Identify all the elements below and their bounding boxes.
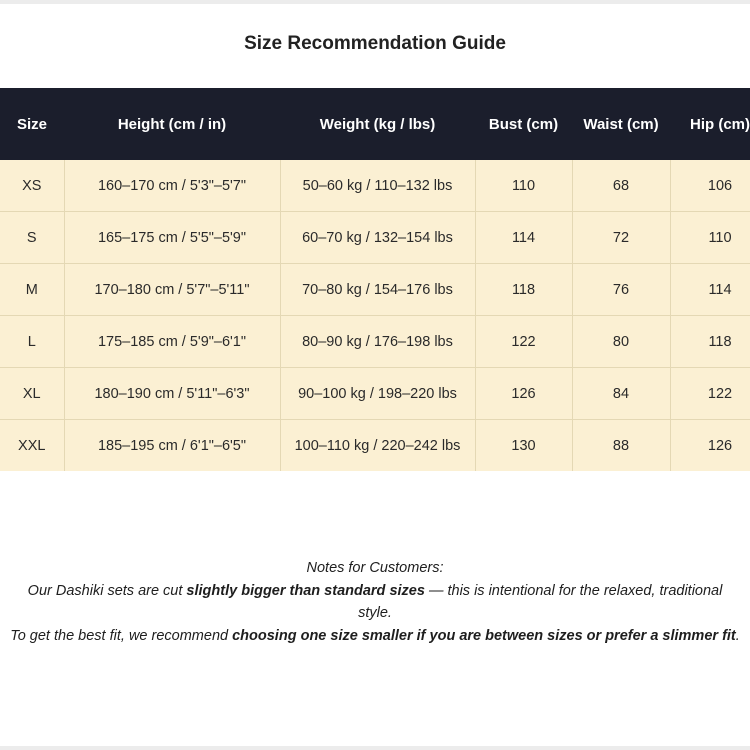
cell-weight: 80–90 kg / 176–198 lbs: [280, 316, 475, 368]
cell-weight: 100–110 kg / 220–242 lbs: [280, 420, 475, 472]
size-table-container: [0, 88, 750, 474]
cell-waist: 68: [572, 160, 670, 212]
cell-bust: 122: [475, 316, 572, 368]
table-row: [0, 160, 750, 212]
column-header-weight: Weight (kg / lbs): [280, 88, 475, 160]
cell-weight: 50–60 kg / 110–132 lbs: [280, 160, 475, 212]
cell-height: 165–175 cm / 5'5"–5'9": [64, 212, 280, 264]
cell-hip: 106: [670, 160, 750, 212]
table-row: [0, 368, 750, 420]
table-header-row: [0, 88, 750, 160]
column-header-size: Size: [0, 88, 64, 160]
cell-bust: 130: [475, 420, 572, 472]
column-header-hip: Hip (cm): [670, 88, 750, 160]
cell-hip: 122: [670, 368, 750, 420]
cell-weight: 60–70 kg / 132–154 lbs: [280, 212, 475, 264]
table-row: [0, 316, 750, 368]
cell-height: 180–190 cm / 5'11"–6'3": [64, 368, 280, 420]
cell-bust: 126: [475, 368, 572, 420]
notes-paragraph-sizing: [0, 580, 750, 625]
notes-text: .: [735, 627, 740, 644]
cell-size: M: [0, 264, 64, 316]
cell-height: 175–185 cm / 5'9"–6'1": [64, 316, 280, 368]
cell-size: XXL: [0, 420, 64, 472]
size-table: [0, 88, 750, 471]
cell-waist: 80: [572, 316, 670, 368]
cell-hip: 118: [670, 316, 750, 368]
cell-weight: 90–100 kg / 198–220 lbs: [280, 368, 475, 420]
cell-waist: 72: [572, 212, 670, 264]
cell-hip: 114: [670, 264, 750, 316]
column-header-waist: Waist (cm): [572, 88, 670, 160]
notes-emphasis: choosing one size smaller if you are between sizes or prefer a slimmer fit: [232, 627, 736, 644]
cell-size: XS: [0, 160, 64, 212]
table-row: [0, 420, 750, 472]
cell-hip: 110: [670, 212, 750, 264]
cell-bust: 114: [475, 212, 572, 264]
notes-text: Our Dashiki sets are cut: [27, 582, 187, 599]
column-header-height: Height (cm / in): [64, 88, 280, 160]
column-header-bust: Bust (cm): [475, 88, 572, 160]
cell-size: XL: [0, 368, 64, 420]
cell-waist: 88: [572, 420, 670, 472]
cell-height: 185–195 cm / 6'1"–6'5": [64, 420, 280, 472]
cell-weight: 70–80 kg / 154–176 lbs: [280, 264, 475, 316]
notes-emphasis: slightly bigger than standard sizes: [186, 582, 425, 599]
table-row: [0, 264, 750, 316]
notes-paragraph-fit: [0, 625, 750, 648]
cell-waist: 76: [572, 264, 670, 316]
cell-size: L: [0, 316, 64, 368]
cell-hip: 126: [670, 420, 750, 472]
notes-text: — this is intentional for the relaxed, traditional style.: [358, 582, 723, 621]
cell-waist: 84: [572, 368, 670, 420]
cell-size: S: [0, 212, 64, 264]
cell-bust: 118: [475, 264, 572, 316]
cell-bust: 110: [475, 160, 572, 212]
page-title: Size Recommendation Guide: [244, 33, 506, 54]
table-row: [0, 212, 750, 264]
notes-heading: Notes for Customers:: [306, 560, 444, 576]
notes-text: To get the best fit, we recommend: [10, 627, 233, 644]
customer-notes: [0, 557, 750, 647]
cell-height: 170–180 cm / 5'7"–5'11": [64, 264, 280, 316]
cell-height: 160–170 cm / 5'3"–5'7": [64, 160, 280, 212]
